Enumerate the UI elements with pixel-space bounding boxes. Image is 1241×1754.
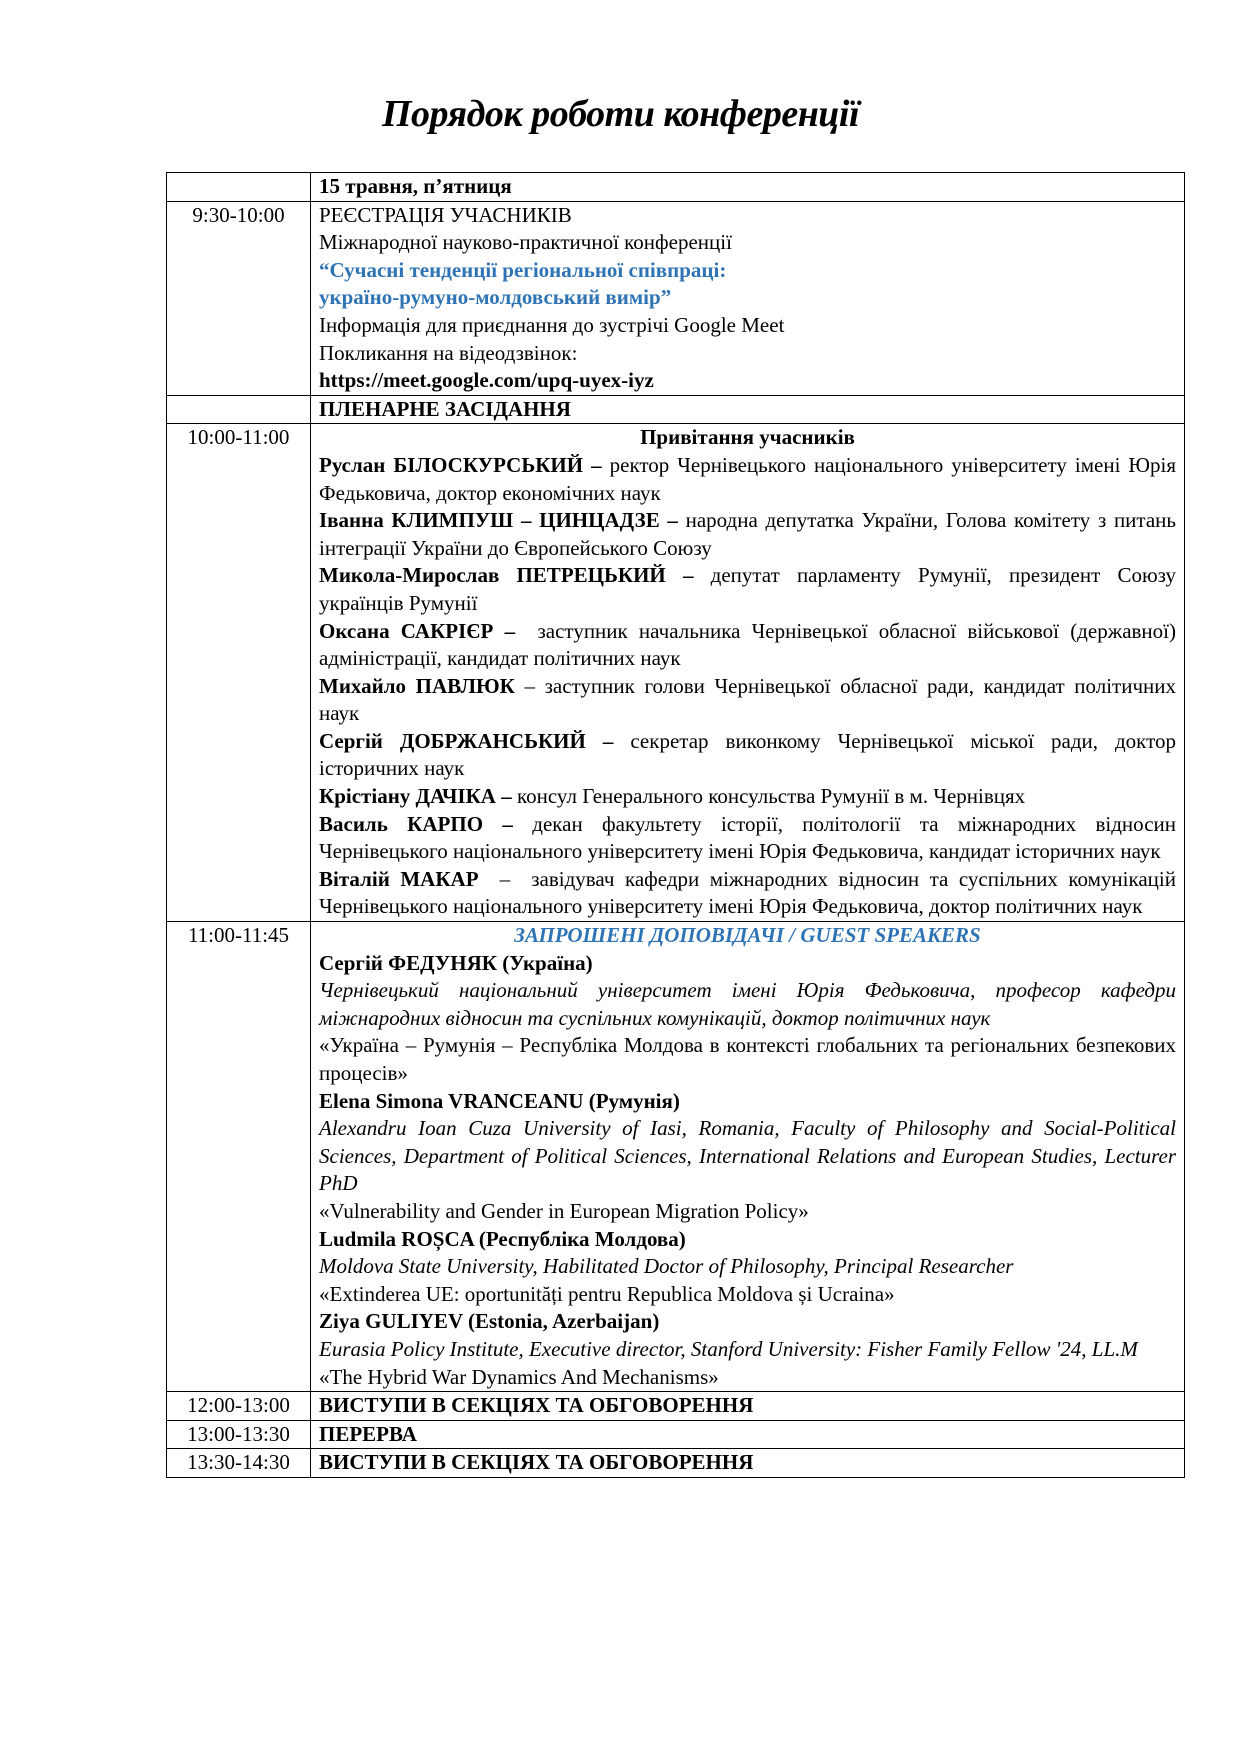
speaker-entry <box>319 562 1182 617</box>
speaker-name: Крістіану ДАЧІКА – <box>319 784 512 809</box>
guest-speaker-list <box>319 950 1176 1392</box>
speaker-description: консул Генерального консульства Румунії в м. Чернівцях <box>511 784 1026 809</box>
schedule-table <box>166 172 1185 1478</box>
guest-talk-title: «Extinderea UE: oportunități pentru Republica Moldova și Ucraina» <box>319 1281 895 1306</box>
call-link-label: Покликання на відеодзвінок: <box>319 340 578 365</box>
conference-subtitle: Міжнародної науково-практичної конференції <box>319 230 732 255</box>
session-label: ВИСТУПИ В СЕКЦІЯХ ТА ОБГОВОРЕННЯ <box>311 1449 1185 1478</box>
plenary-header: ПЛЕНАРНЕ ЗАСІДАННЯ <box>311 395 1185 424</box>
speaker-description: заступник начальника Чернівецької обласної військової (державної) адміністрації, кандидат політичних наук <box>319 618 1182 671</box>
greetings-speaker-list <box>319 452 1182 921</box>
time-cell: 11:00-11:45 <box>167 922 311 1392</box>
greetings-cell <box>311 424 1185 922</box>
table-row <box>167 1420 1185 1449</box>
speaker-name: Микола-Мирослав ПЕТРЕЦЬКИЙ – <box>319 563 694 588</box>
speaker-description: депутат парламенту Румунії, президент Союзу українців Румунії <box>319 563 1182 615</box>
time-cell: 13:00-13:30 <box>167 1420 311 1449</box>
speaker-entry <box>319 673 1182 728</box>
registration-cell <box>311 201 1185 395</box>
speaker-name: Руслан БІЛОСКУРСЬКИЙ – <box>319 452 602 477</box>
speaker-name: Віталій МАКАР <box>319 866 479 891</box>
guests-cell <box>311 922 1185 1392</box>
speaker-entry <box>319 728 1182 783</box>
meet-info: Інформація для приєднання до зустрічі Google Meet <box>319 312 785 337</box>
table-row <box>167 201 1185 395</box>
guest-speaker-affiliation: Eurasia Policy Institute, Executive director, Stanford University: Fisher Family Fellow '24, LL.M <box>319 1336 1138 1361</box>
guest-speaker-name: Ludmila ROȘCA (Республіка Молдова) <box>319 1226 686 1251</box>
guest-speaker-affiliation: Moldova State University, Habilitated Doctor of Philosophy, Principal Researcher <box>319 1254 1014 1279</box>
conference-title-line-2: україно-румуно-молдовський вимір” <box>319 285 672 310</box>
speaker-description: – заступник голови Чернівецької обласної ради, кандидат політичних наук <box>319 673 1182 726</box>
table-row <box>167 395 1185 424</box>
time-cell: 10:00-11:00 <box>167 424 311 922</box>
guest-talk-title: «Vulnerability and Gender in European Migration Policy» <box>319 1198 809 1223</box>
speaker-name: Михайло ПАВЛЮК <box>319 673 515 698</box>
time-cell <box>167 173 311 202</box>
registration-heading: РЕЄСТРАЦІЯ УЧАСНИКІВ <box>319 202 572 227</box>
speaker-name: Василь КАРПО – <box>319 811 513 836</box>
speaker-description: ректор Чернівецького національного університету імені Юрія Федьковича, доктор економічних наук <box>319 452 1182 505</box>
page-title: Порядок роботи конференції <box>381 93 860 135</box>
speaker-name: Іванна КЛИМПУШ – ЦИНЦАДЗЕ – <box>319 508 678 533</box>
table-row <box>167 1392 1185 1421</box>
guest-speaker-name: Elena Simona VRANCEANU (Румунія) <box>319 1088 680 1113</box>
speaker-entry <box>319 507 1182 562</box>
time-cell: 9:30-10:00 <box>167 201 311 395</box>
guest-speaker-name: Сергій ФЕДУНЯК (Україна) <box>319 950 593 975</box>
speaker-entry <box>319 811 1182 866</box>
speaker-description: секретар виконкому Чернівецької міської ради, доктор історичних наук <box>319 728 1182 781</box>
guest-speaker-name: Ziya GULIYEV (Estonia, Azerbaijan) <box>319 1309 660 1334</box>
guest-talk-title: «The Hybrid War Dynamics And Mechanisms» <box>319 1364 719 1389</box>
greetings-heading: Привітання учасників <box>640 425 855 450</box>
guest-speaker-entry <box>319 1088 1176 1226</box>
speaker-description: народна депутатка України, Голова комітету з питань інтеграції України до Європейського Союзу <box>319 508 1182 560</box>
guest-speaker-entry <box>319 1308 1176 1391</box>
table-row <box>167 1449 1185 1478</box>
speaker-entry <box>319 866 1182 921</box>
speaker-name: Оксана САКРІЄР – <box>319 618 516 643</box>
speaker-entry <box>319 783 1176 811</box>
speaker-description: – завідувач кафедри міжнародних відносин та суспільних комунікацій Чернівецького національного університету імені Юрія Федьковича, доктор політичних наук <box>319 866 1182 919</box>
guest-speaker-affiliation: Alexandru Ioan Cuza University of Iasi, Romania, Faculty of Philosophy and Social-Political Sciences, Department of Political Sciences, International Relations and European Studies, Lecturer PhD <box>319 1116 1176 1196</box>
table-row <box>167 173 1185 202</box>
time-cell: 12:00-13:00 <box>167 1392 311 1421</box>
session-label: ВИСТУПИ В СЕКЦІЯХ ТА ОБГОВОРЕННЯ <box>311 1392 1185 1421</box>
guest-speaker-affiliation: Чернівецький національний університет імені Юрія Федьковича, професор кафедри міжнародних відносин та суспільних комунікацій, доктор політичних наук <box>319 978 1176 1030</box>
conference-title-line-1: “Сучасні тенденції регіональної співпраці: <box>319 257 727 282</box>
guests-heading: ЗАПРОШЕНІ ДОПОВІДАЧІ / GUEST SPEAKERS <box>514 923 981 948</box>
speaker-entry <box>319 452 1182 507</box>
session-label: ПЕРЕРВА <box>311 1420 1185 1449</box>
meet-link[interactable]: https://meet.google.com/upq-uyex-iyz <box>319 368 654 393</box>
table-row <box>167 922 1185 1392</box>
guest-talk-title: «Україна – Румунія – Республіка Молдова в контексті глобальних та регіональних безпекових процесів» <box>319 1033 1176 1085</box>
guest-speaker-entry <box>319 950 1176 1088</box>
guest-speaker-entry <box>319 1226 1176 1309</box>
table-row <box>167 424 1185 922</box>
day-header: 15 травня, п’ятниця <box>311 173 1185 202</box>
time-cell <box>167 395 311 424</box>
speaker-description: декан факультету історії, політології та міжнародних відносин Чернівецького національного університету імені Юрія Федьковича, кандидат історичних наук <box>319 811 1182 864</box>
speaker-entry <box>319 618 1182 673</box>
time-cell: 13:30-14:30 <box>167 1449 311 1478</box>
speaker-name: Сергій ДОБРЖАНСЬКИЙ – <box>319 728 614 753</box>
